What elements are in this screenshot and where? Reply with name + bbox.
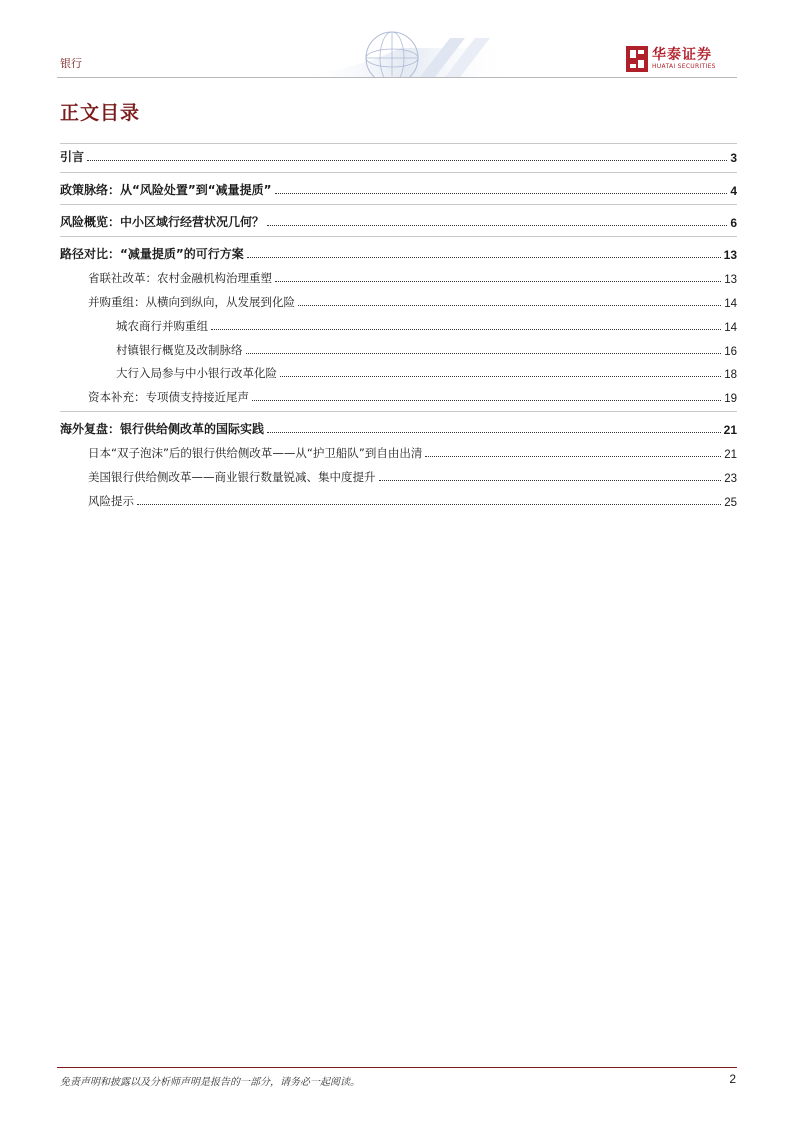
toc-leader [137, 504, 721, 505]
toc-entry-page: 21 [723, 423, 737, 437]
toc-entry[interactable] [88, 268, 737, 286]
toc-entry-text: 风险提示 [88, 494, 134, 508]
toc-entry-page: 25 [724, 497, 737, 509]
toc-entry[interactable] [60, 180, 737, 198]
toc-entry[interactable] [116, 340, 737, 358]
toc-entry-page: 14 [724, 298, 737, 310]
toc-leader [246, 353, 722, 354]
huatai-logo [626, 44, 736, 74]
toc-leader [298, 305, 721, 306]
toc-leader [267, 225, 727, 226]
toc-entry-text: 海外复盘：银行供给侧改革的国际实践 [60, 422, 265, 436]
toc-entry[interactable] [60, 419, 737, 437]
page-number: 2 [729, 1072, 736, 1086]
toc-entry-page: 18 [724, 369, 737, 381]
toc-entry[interactable] [60, 244, 737, 262]
toc-divider [60, 236, 737, 237]
toc-entry-text: 村镇银行概览及改制脉络 [116, 343, 243, 357]
toc-entry-text: 美国银行供给侧改革——商业银行数量锐减、集中度提升 [88, 470, 376, 484]
toc-divider [60, 172, 737, 173]
toc-leader [247, 257, 721, 258]
toc-entry-page: 23 [724, 473, 737, 485]
toc-entry-page: 19 [724, 393, 737, 405]
toc-entry[interactable] [116, 316, 737, 334]
toc-leader [87, 160, 727, 161]
toc-divider [60, 411, 737, 412]
toc-divider [60, 204, 737, 205]
logo-chinese-name: 华泰证券 [652, 47, 712, 63]
toc-entry-text: 日本“双子泡沫”后的银行供给侧改革——从“护卫船队”到自由出清 [88, 446, 423, 460]
toc-entry-page: 13 [723, 248, 737, 262]
page-title: 正文目录 [60, 102, 141, 124]
toc-leader [275, 193, 728, 194]
toc-entry[interactable] [116, 363, 737, 381]
toc-entry-text: 并购重组：从横向到纵向，从发展到化险 [88, 295, 295, 309]
toc-entry-text: 引言 [60, 150, 85, 164]
page-header [0, 0, 794, 80]
toc-entry[interactable] [88, 491, 737, 509]
toc-entry-text: 资本补充：专项债支持接近尾声 [88, 390, 249, 404]
disclaimer-text: 免责声明和披露以及分析师声明是报告的一部分，请务必一起阅读。 [60, 1077, 360, 1088]
huatai-logo-mark-icon [626, 46, 648, 72]
toc-leader [275, 281, 721, 282]
toc-leader [267, 432, 721, 433]
toc-entry[interactable] [88, 387, 737, 405]
globe-decoration-icon [300, 28, 510, 78]
toc-leader [252, 400, 721, 401]
toc-leader [425, 456, 721, 457]
toc-entry[interactable] [88, 292, 737, 310]
toc-entry-text: 路径对比：“减量提质”的可行方案 [60, 247, 244, 261]
toc-entry-page: 13 [724, 274, 737, 286]
toc-entry-page: 21 [724, 449, 737, 461]
toc-entry-page: 6 [730, 216, 737, 230]
logo-english-name: HUATAI SECURITIES [652, 63, 716, 70]
section-tag: 银行 [60, 57, 82, 70]
footer-divider [57, 1067, 737, 1068]
toc-leader [379, 480, 722, 481]
toc-entry-text: 城农商行并购重组 [116, 319, 208, 333]
toc-entry-page: 16 [724, 346, 737, 358]
toc-entry[interactable] [60, 212, 737, 230]
toc-entry[interactable] [60, 147, 737, 165]
header-divider [57, 77, 737, 78]
toc-entry-text: 政策脉络：从“风险处置”到“减量提质” [60, 183, 272, 197]
toc-entry-text: 大行入局参与中小银行改革化险 [116, 366, 277, 380]
toc-entry-text: 省联社改革：农村金融机构治理重塑 [88, 271, 272, 285]
toc-entry-page: 14 [724, 322, 737, 334]
toc-entry[interactable] [88, 443, 737, 461]
toc-entry-page: 3 [730, 151, 737, 165]
toc-leader [280, 376, 721, 377]
toc-entry-page: 4 [730, 184, 737, 198]
toc-entry[interactable] [88, 467, 737, 485]
toc-divider [60, 143, 737, 144]
toc-entry-text: 风险概览：中小区域行经营状况几何？ [60, 215, 265, 229]
toc-leader [211, 329, 721, 330]
